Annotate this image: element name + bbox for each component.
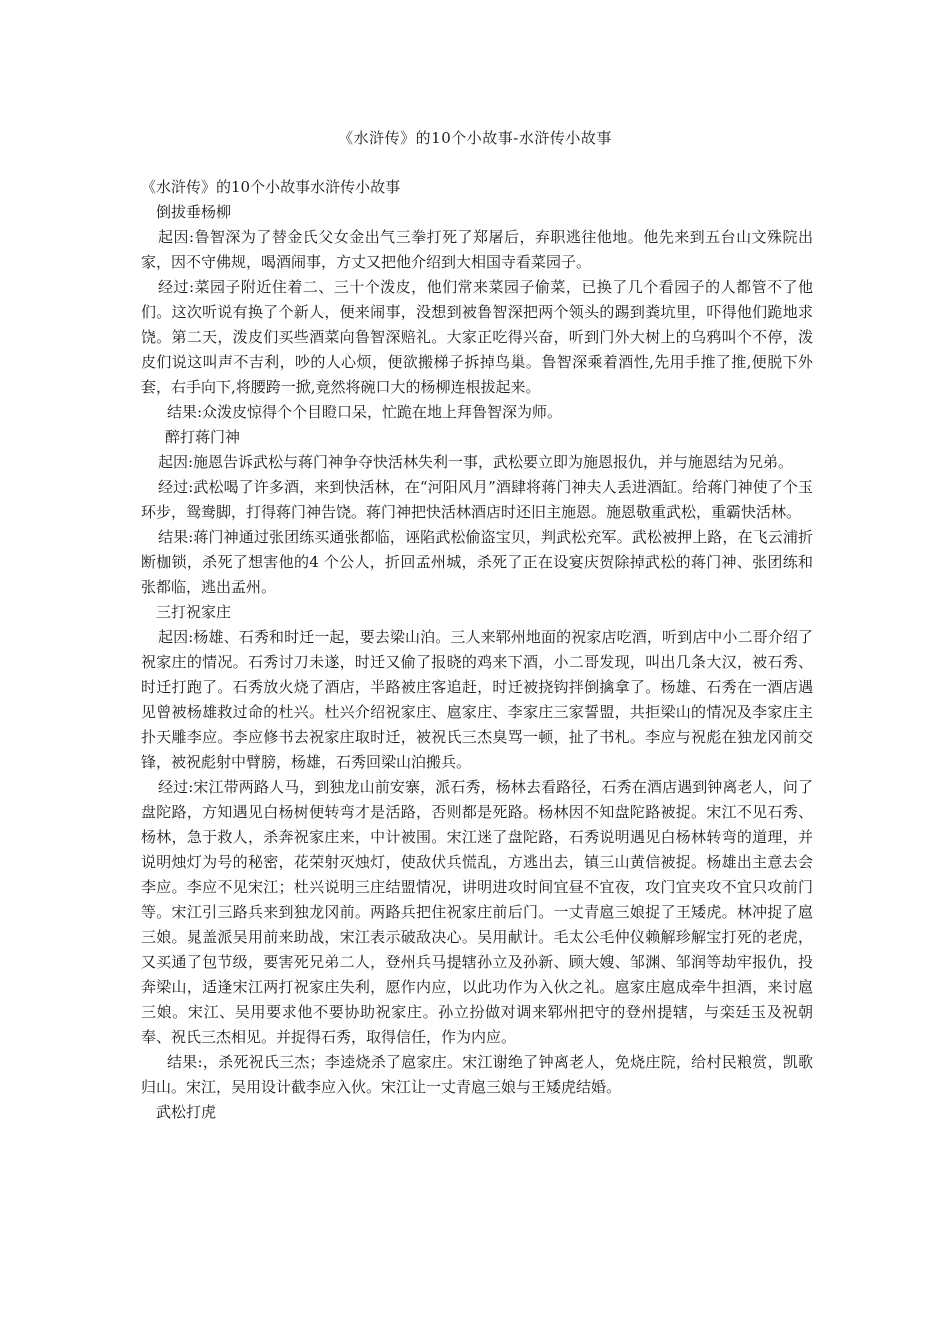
section-result: 结果:众泼皮惊得个个目瞪口呆，忙跪在地上拜鲁智深为师。 xyxy=(167,403,563,421)
section-heading: 武松打虎 xyxy=(156,1103,217,1121)
section-process: 经过:菜园子附近住着二、三十个泼皮，他们常来菜园子偷菜，已换了几个看园子的人都管不了他们。这次听说有换了个新人，便来闹事，没想到被鲁智深把两个领头的踢到粪坑里，吓得他们跪地求饶。第二天，泼皮们买些酒菜向鲁智深赔礼。大家正吃得兴奋，听到门外大树上的乌鸦叫个不停，泼皮们说这叫声不吉利，吵的人心烦，便欲搬梯子拆掉鸟巢。鲁智深乘着酒性,先用手推了推,便脱下外套，右手向下,将腰跨一掀,竟然将碗口大的杨柳连根拔起来。 xyxy=(141,278,813,396)
section-process: 经过:宋江带两路人马，到独龙山前安寨，派石秀，杨林去看路径，石秀在酒店遇到钟离老人，问了盘陀路，方知遇见白杨树便转弯才是活路，否则都是死路。杨林因不知盘陀路被捉。宋江不见石秀、杨林，急于救人，杀奔祝家庄来，中计被围。宋江迷了盘陀路，石秀说明遇见白杨林转弯的道理，并说明烛灯为号的秘密，花荣射灭烛灯，使敌伏兵慌乱，方逃出去，镇三山黄信被捉。杨雄出主意去会李应。李应不见宋江；杜兴说明三庄结盟情况，讲明进攻时间宜昼不宜夜，攻门宜夹攻不宜只攻前门等。宋江引三路兵来到独龙冈前。两路兵把住祝家庄前后门。一丈青扈三娘捉了王矮虎。林冲捉了扈三娘。晁盖派吴用前来助战，宋江表示破敌决心。吴用献计。毛太公毛仲仪赖解珍解宝打死的老虎，又买通了包节级，要害死兄弟二人，登州兵马提辖孙立及孙新、顾大嫂、邹渊、邹润等劫牢报仇，投奔梁山，适逢宋江两打祝家庄失利，愿作内应，以此功作为入伙之礼。扈家庄扈成牵牛担酒，来讨扈三娘。宋江、吴用要求他不要协助祝家庄。孙立扮做对调来郓州把守的登州提辖，与栾廷玉及祝朝奉、祝氏三杰相见。并捉得石秀，取得信任，作为内应。 xyxy=(141,778,813,1046)
section-heading: 醉打蒋门神 xyxy=(165,428,241,446)
document-body xyxy=(141,175,813,1125)
section-cause: 起因:鲁智深为了替金氏父女金出气三拳打死了郑屠后，弃职逃往他地。他先来到五台山文殊院出家，因不守佛规，喝酒闹事，方丈又把他介绍到大相国寺看菜园子。 xyxy=(141,228,813,271)
section-heading: 倒拔垂杨柳 xyxy=(156,203,232,221)
document-title: 《水浒传》的10个小故事-水浒传小故事 xyxy=(338,129,612,147)
section-result: 结果:蒋门神通过张团练买通张都临，诬陷武松偷盗宝贝，判武松充军。武松被押上路，在飞云浦折断枷锁，杀死了想害他的4 个公人，折回孟州城，杀死了正在设宴庆贺除掉武松的蒋门神、张团练和张都临，逃出孟州。 xyxy=(141,528,813,596)
section-heading: 三打祝家庄 xyxy=(156,603,232,621)
section-process: 经过:武松喝了许多酒，来到快活林，在“河阳风月”酒肆将蒋门神夫人丢进酒缸。给蒋门神使了个玉环步，鸳鸯脚，打得蒋门神告饶。蒋门神把快活林酒店时还旧主施恩。施恩敬重武松，重霸快活林。 xyxy=(141,478,813,521)
document-subtitle: 《水浒传》的10个小故事水浒传小故事 xyxy=(141,178,401,196)
section-cause: 起因:施恩告诉武松与蒋门神争夺快活林失利一事，武松要立即为施恩报仇，并与施恩结为兄弟。 xyxy=(158,453,794,471)
section-result: 结果:，杀死祝氏三杰；李逵烧杀了扈家庄。宋江谢绝了钟离老人，免烧庄院，给村民粮赏，凯歌归山。宋江，吴用设计截李应入伙。宋江让一丈青扈三娘与王矮虎结婚。 xyxy=(141,1053,813,1096)
section-cause: 起因:杨雄、石秀和时迁一起，要去梁山泊。三人来郓州地面的祝家店吃酒，听到店中小二哥介绍了祝家庄的情况。石秀讨刀未遂，时迁又偷了报晓的鸡来下酒，小二哥发现，叫出几条大汉，被石秀、时迁打跑了。石秀放火烧了酒店，半路被庄客追赶，时迁被挠钩拌倒擒拿了。杨雄、石秀在一酒店遇见曾被杨雄救过命的杜兴。杜兴介绍祝家庄、扈家庄、李家庄三家誓盟，共拒梁山的情况及李家庄主扑天雕李应。李应修书去祝家庄取时迁，被祝氏三杰臭骂一顿，扯了书札。李应与祝彪在独龙冈前交锋，被祝彪射中臂膀，杨雄，石秀回梁山泊搬兵。 xyxy=(141,628,813,771)
